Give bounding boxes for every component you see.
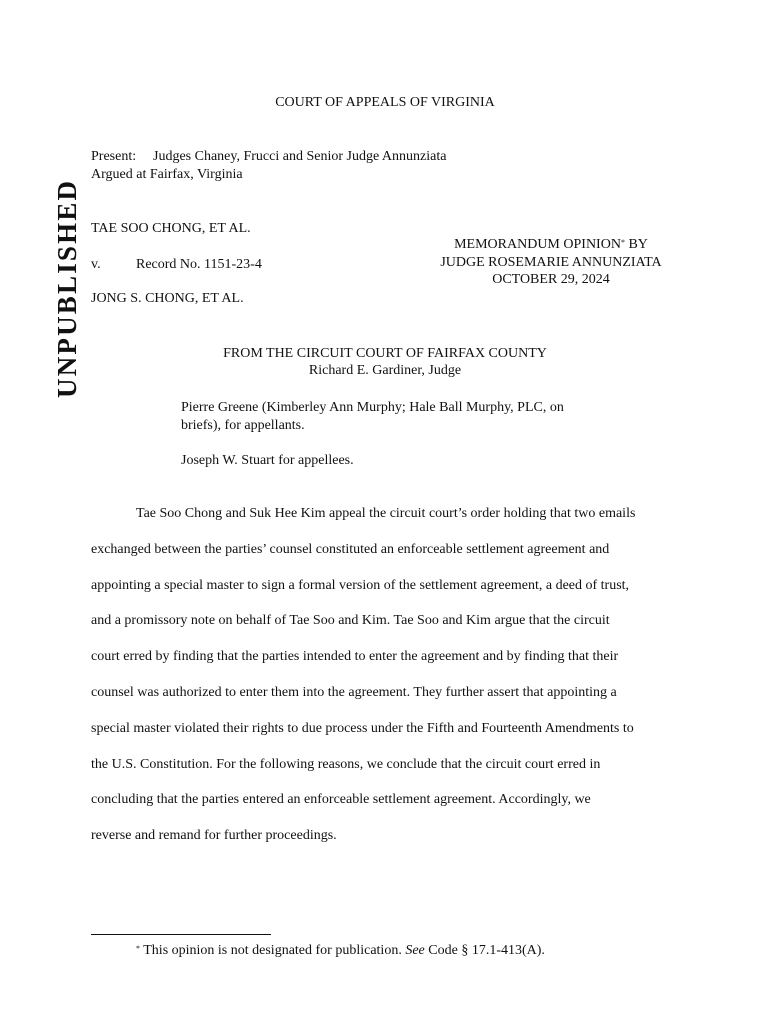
body-line: counsel was authorized to enter them into the agreement. They further assert that appointing a bbox=[91, 684, 617, 700]
opinion-footnote-marker: * bbox=[620, 238, 625, 247]
body-line: and a promissory note on behalf of Tae Soo and Kim. Tae Soo and Kim argue that the circuit bbox=[91, 613, 610, 629]
panel-judges: Judges Chaney, Frucci and Senior Judge Annunziata bbox=[153, 149, 447, 164]
opinion-title: MEMORANDUM OPINION bbox=[454, 237, 621, 252]
argued-location: Argued at Fairfax, Virginia bbox=[91, 167, 243, 182]
body-line: concluding that the parties entered an enforceable settlement agreement. Accordingly, we bbox=[91, 792, 591, 808]
record-number: Record No. 1151-23-4 bbox=[136, 257, 262, 272]
body-line: exchanged between the parties’ counsel constituted an enforceable settlement agreement and bbox=[91, 541, 610, 557]
footnote-marker: * bbox=[136, 944, 140, 953]
court-heading: COURT OF APPEALS OF VIRGINIA bbox=[275, 95, 495, 110]
appellant-counsel bbox=[181, 399, 564, 434]
lower-court-line: FROM THE CIRCUIT COURT OF FAIRFAX COUNTY bbox=[223, 346, 547, 361]
opinion-author: JUDGE ROSEMARIE ANNUNZIATA bbox=[440, 254, 662, 270]
appellee-counsel: Joseph W. Stuart for appellees. bbox=[181, 453, 354, 468]
body-line: appointing a special master to sign a formal version of the settlement agreement, a deed of trust, bbox=[91, 577, 630, 593]
footnote bbox=[136, 942, 545, 959]
unpublished-watermark: UNPUBLISHED bbox=[52, 178, 82, 398]
body-line: court erred by finding that the parties intended to enter the agreement and by finding that their bbox=[91, 649, 619, 665]
opinion-body bbox=[91, 505, 635, 863]
appellant-counsel-line: briefs), for appellants. bbox=[181, 417, 305, 433]
case-record-line bbox=[91, 256, 262, 273]
footnote-citation: Code § 17.1-413(A). bbox=[424, 943, 545, 958]
opinion-title-suffix: BY bbox=[624, 237, 648, 252]
appellee-name: JONG S. CHONG, ET AL. bbox=[91, 291, 244, 306]
body-line: Tae Soo Chong and Suk Hee Kim appeal the circuit court’s order holding that two emails bbox=[136, 506, 636, 521]
appellant-name: TAE SOO CHONG, ET AL. bbox=[91, 221, 251, 236]
body-line: special master violated their rights to due process under the Fifth and Fourteenth Amendments to bbox=[91, 720, 634, 736]
panel-present bbox=[91, 148, 446, 165]
body-line: reverse and remand for further proceedings. bbox=[91, 828, 337, 844]
opinion-title-line bbox=[420, 236, 682, 254]
appellant-counsel-line: Pierre Greene (Kimberley Ann Murphy; Hale Ball Murphy, PLC, on bbox=[181, 400, 564, 415]
opinion-block bbox=[420, 236, 682, 289]
present-label: Present: bbox=[91, 149, 137, 164]
lower-court-judge: Richard E. Gardiner, Judge bbox=[308, 363, 462, 378]
footnote-text: This opinion is not designated for publication. bbox=[140, 943, 406, 958]
versus-label: v. bbox=[91, 257, 101, 272]
body-line: the U.S. Constitution. For the following reasons, we conclude that the circuit court erred in bbox=[91, 756, 601, 772]
opinion-date: OCTOBER 29, 2024 bbox=[492, 272, 610, 287]
footnote-divider bbox=[91, 934, 271, 935]
footnote-see: See bbox=[405, 943, 425, 958]
